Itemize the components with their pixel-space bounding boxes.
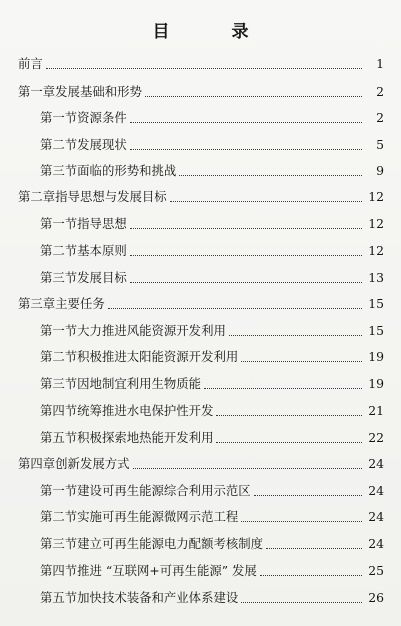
toc-entry-label: 第一节资源条件 bbox=[40, 110, 127, 125]
toc-entry-section-4-2[interactable] bbox=[0, 505, 401, 525]
toc-entry-page: 2 bbox=[376, 110, 384, 125]
toc-entry-page: 24 bbox=[368, 456, 384, 471]
toc-entry-label: 第一节大力推进风能资源开发利用 bbox=[40, 323, 226, 338]
toc-entry-page: 5 bbox=[376, 137, 384, 152]
toc-entry-label: 第四节推进 “互联网+可再生能源” 发展 bbox=[40, 563, 257, 578]
toc-entry-chapter-3[interactable] bbox=[0, 292, 401, 312]
dot-leader bbox=[145, 96, 362, 97]
toc-entry-section-3-3[interactable] bbox=[0, 372, 401, 392]
dot-leader bbox=[241, 361, 362, 362]
dot-leader bbox=[46, 68, 362, 69]
toc-entry-label: 前言 bbox=[18, 56, 43, 71]
dot-leader bbox=[229, 335, 362, 336]
toc-entry-section-4-4[interactable] bbox=[0, 559, 401, 579]
toc-entry-page: 9 bbox=[376, 163, 384, 178]
toc-entry-page: 2 bbox=[376, 84, 384, 99]
toc-entry-label: 第二节积极推进太阳能资源开发利用 bbox=[40, 349, 239, 364]
dot-leader bbox=[170, 201, 362, 202]
page-title: 目 录 bbox=[152, 22, 277, 42]
dot-leader bbox=[179, 175, 362, 176]
toc-entry-section-1-3[interactable] bbox=[0, 159, 401, 179]
toc-entry-page: 22 bbox=[368, 430, 384, 445]
toc-entry-page: 12 bbox=[368, 189, 384, 204]
toc-entry-page: 15 bbox=[368, 323, 384, 338]
toc-entry-label: 第二节发展现状 bbox=[40, 137, 127, 152]
toc-entry-label: 第二章指导思想与发展目标 bbox=[18, 189, 167, 204]
toc-entry-label: 第三节发展目标 bbox=[40, 270, 127, 285]
dot-leader bbox=[260, 575, 362, 576]
toc-entry-section-2-1[interactable] bbox=[0, 212, 401, 232]
toc-entry-label: 第三节建立可再生能源电力配额考核制度 bbox=[40, 536, 264, 551]
toc-entry-label: 第二节实施可再生能源微网示范工程 bbox=[40, 509, 239, 524]
toc-entry-chapter-2[interactable] bbox=[0, 185, 401, 205]
toc-entry-section-4-1[interactable] bbox=[0, 479, 401, 499]
toc-entry-label: 第四章创新发展方式 bbox=[18, 456, 130, 471]
toc-entry-page: 19 bbox=[368, 376, 384, 391]
toc-entry-label: 第五节积极探索地热能开发利用 bbox=[40, 430, 214, 445]
toc-entry-page: 15 bbox=[368, 296, 384, 311]
dot-leader bbox=[241, 521, 362, 522]
toc-entry-section-3-2[interactable] bbox=[0, 345, 401, 365]
dot-leader bbox=[241, 602, 362, 603]
toc-entry-section-4-5[interactable] bbox=[0, 586, 401, 606]
toc-entry-page: 13 bbox=[368, 270, 384, 285]
toc-entry-section-3-1[interactable] bbox=[0, 319, 401, 339]
dot-leader bbox=[254, 495, 362, 496]
toc-entry-page: 12 bbox=[368, 243, 384, 258]
toc-entry-label: 第五节加快技术装备和产业体系建设 bbox=[40, 590, 239, 605]
dot-leader bbox=[130, 255, 362, 256]
toc-entry-label: 第三节因地制宜利用生物质能 bbox=[40, 376, 202, 391]
dot-leader bbox=[204, 388, 362, 389]
toc-entry-section-4-3[interactable] bbox=[0, 532, 401, 552]
toc-entry-label: 第四节统筹推进水电保护性开发 bbox=[40, 403, 214, 418]
toc-entry-label: 第三节面临的形势和挑战 bbox=[40, 163, 177, 178]
dot-leader bbox=[216, 442, 362, 443]
toc-entry-label: 第一节建设可再生能源综合利用示范区 bbox=[40, 483, 251, 498]
toc-entry-page: 21 bbox=[368, 403, 384, 418]
dot-leader bbox=[130, 149, 362, 150]
toc-entry-label: 第一章发展基础和形势 bbox=[18, 84, 142, 99]
toc-entry-chapter-1[interactable] bbox=[0, 80, 401, 100]
dot-leader bbox=[130, 228, 362, 229]
toc-entry-page: 24 bbox=[368, 536, 384, 551]
dot-leader bbox=[133, 468, 362, 469]
toc-entry-page: 24 bbox=[368, 509, 384, 524]
toc-entry-section-2-3[interactable] bbox=[0, 266, 401, 286]
toc-entry-label: 第二节基本原则 bbox=[40, 243, 127, 258]
toc-entry-page: 12 bbox=[368, 216, 384, 231]
toc-entry-page: 1 bbox=[376, 56, 384, 71]
dot-leader bbox=[108, 308, 362, 309]
toc-entry-section-3-4[interactable] bbox=[0, 399, 401, 419]
toc-entry-page: 19 bbox=[368, 349, 384, 364]
toc-entry-section-1-1[interactable] bbox=[0, 106, 401, 126]
toc-entry-section-3-5[interactable] bbox=[0, 426, 401, 446]
toc-entry-preface[interactable] bbox=[0, 52, 401, 72]
dot-leader bbox=[130, 122, 362, 123]
toc-entry-label: 第一节指导思想 bbox=[40, 216, 127, 231]
toc-entry-page: 24 bbox=[368, 483, 384, 498]
dot-leader bbox=[216, 415, 362, 416]
toc-entry-page: 25 bbox=[368, 563, 384, 578]
toc-entry-page: 26 bbox=[368, 590, 384, 605]
toc-entry-section-1-2[interactable] bbox=[0, 133, 401, 153]
toc-entry-chapter-4[interactable] bbox=[0, 452, 401, 472]
toc-entry-label: 第三章主要任务 bbox=[18, 296, 105, 311]
toc-entry-section-2-2[interactable] bbox=[0, 239, 401, 259]
dot-leader bbox=[266, 548, 362, 549]
dot-leader bbox=[130, 282, 362, 283]
